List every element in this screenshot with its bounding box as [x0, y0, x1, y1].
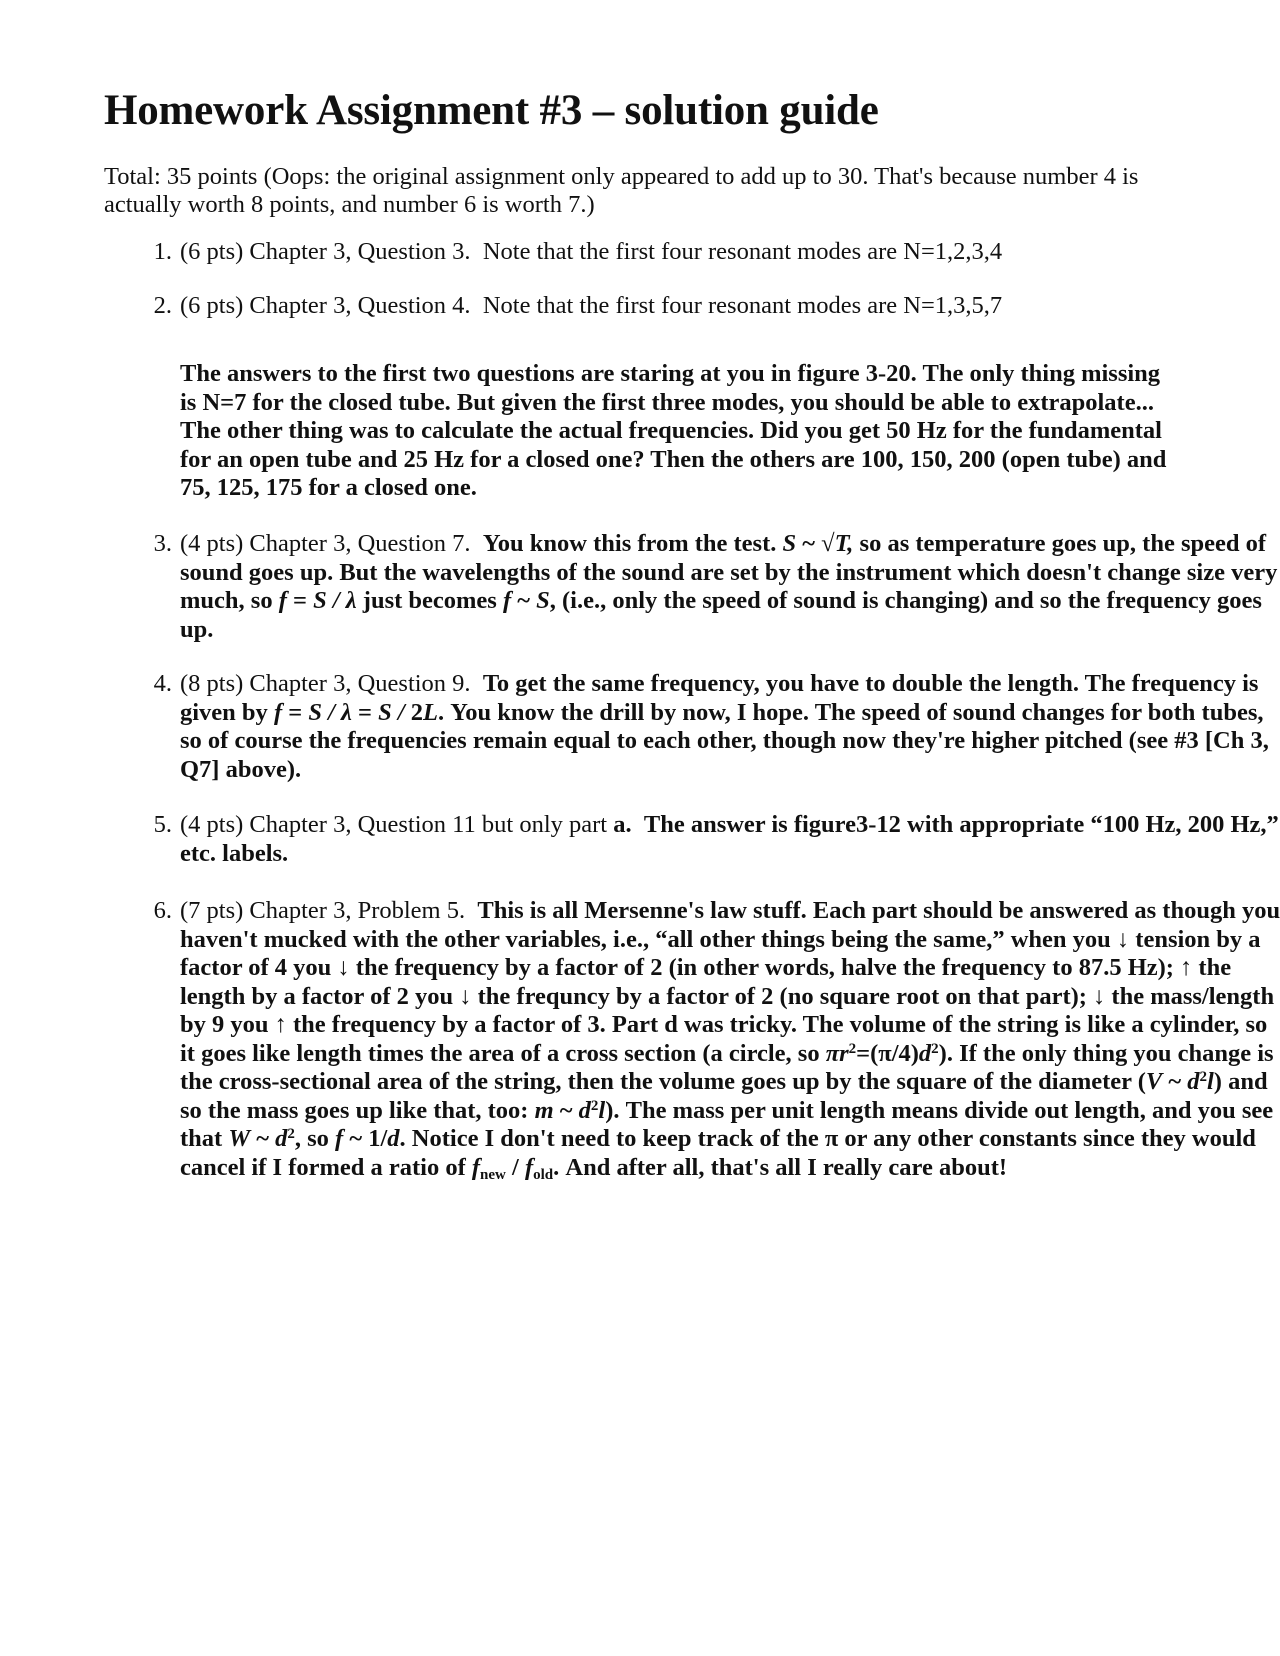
- answer-text: Notice I don't need to keep track of the π or any other constants since they would cancel if I formed a ratio of: [180, 1125, 1256, 1181]
- formula: $f_{new} / f_{old}$.: [471, 1153, 560, 1183]
- answer-text: The mass per unit length means divide out length, and you see that: [180, 1096, 1274, 1152]
- formula: f = S / λ = S / 2L.: [273, 698, 445, 726]
- intro-paragraph: Total: 35 points (Oops: the original assignment only appeared to add up to 30. That's because number 4 is actually worth 8 points, and number 6 is worth 7.): [104, 163, 1139, 218]
- item-number: 4.: [153, 670, 172, 697]
- answer-text: (i.e., only the speed of sound is changing) and so the frequency goes up.: [180, 587, 1262, 643]
- answer-text: just becomes: [362, 587, 497, 614]
- item-label: (7 pts) Chapter 3, Problem 5.: [180, 897, 466, 924]
- answer-text: This is all Mersenne's law stuff. Each part should be answered as though you haven't mucked with the other variables, i.e., “all other things being the same,” when you ↓ tension by a factor of 4 you ↓ the frequency by a factor of 2 (in other words, halve the frequency to 87.5 Hz); ↑ the length by a factor of 2 you ↓ the frequncy by a factor of 2 (no square root on that part); ↓ the mass/length by 9 you ↑ the frequency by a factor of 3. Part d was tricky. The volume of the string is like a cylinder, so it goes like length times the area of a cross section (a circle, so: [180, 897, 1280, 1067]
- item-body: [180, 530, 1280, 644]
- item-label: (6 pts) Chapter 3, Question 3.: [180, 238, 471, 265]
- answer-note: The answers to the first two questions are staring at you in figure 3-20. The only thing missing is N=7 for the closed tube. But given the first three modes, you should be able to extrapolate... The other thing was to calculate the actual frequencies. Did you get 50 Hz for the fundamental for an open tube and 25 Hz for a closed one? Then the others are 100, 150, 200 (open tube) and 75, 125, 175 for a closed one.: [180, 360, 1167, 501]
- answer-text: If the only thing you change is the cross-sectional area of the string, then the volume goes up by the square of the diameter (: [180, 1039, 1274, 1095]
- answer-text: And after all, that's all I really care about!: [565, 1153, 1008, 1181]
- item-part: a.: [613, 811, 632, 838]
- item-body: [180, 670, 1280, 784]
- answer-text: You know the drill by now, I hope. The speed of sound changes for both tubes, so of course the frequencies remain equal to each other, though now they're higher pitched (see #3 [Ch 3, Q7] above).: [180, 698, 1269, 783]
- formula: m ~ $d^2l$).: [534, 1096, 620, 1124]
- item-label: (8 pts) Chapter 3, Question 9.: [180, 670, 471, 697]
- item-number: 2.: [153, 292, 172, 319]
- item-body: [180, 292, 1280, 321]
- formula: f = S / λ: [278, 587, 357, 614]
- formula: $\pi r^2=(\pi/4)d^2$).: [825, 1039, 953, 1067]
- item-body: [180, 811, 1280, 868]
- answer-text: To get the same frequency, you have to double the length. The frequency is given by: [180, 670, 1259, 726]
- item-text: Note that the first four resonant modes are N=1,2,3,4: [482, 238, 1003, 265]
- answer-text: The answer is figure3-12 with appropriate “100 Hz, 200 Hz,” etc. labels.: [180, 811, 1279, 867]
- answer-text: You know this from the test.: [482, 530, 777, 557]
- answer-text: so as temperature goes up, the speed of sound goes up. But the wavelengths of the sound are set by the instrument which doesn't change size very much, so: [180, 530, 1278, 614]
- item-number: 3.: [153, 530, 172, 557]
- item-number: 6.: [153, 897, 172, 924]
- formula: S ~ √T,: [782, 530, 854, 557]
- item-text: Note that the first four resonant modes are N=1,3,5,7: [482, 292, 1003, 319]
- item-label: (4 pts) Chapter 3, Question 7.: [180, 530, 471, 557]
- item-number: 1.: [153, 238, 172, 265]
- item-label: (6 pts) Chapter 3, Question 4.: [180, 292, 471, 319]
- item-body: [180, 897, 1280, 1189]
- formula: W ~ $d^2$, so f ~ 1/d.: [228, 1125, 406, 1152]
- formula: f ~ S,: [502, 587, 556, 614]
- answer-text: and so the mass goes up like that, too:: [180, 1068, 1268, 1124]
- item-number: 5.: [153, 811, 172, 838]
- page-title: Homework Assignment #3 – solution guide: [104, 87, 879, 134]
- item-label: (4 pts) Chapter 3, Question 11 but only part: [180, 811, 608, 838]
- formula: V ~ $d^2l$): [1145, 1068, 1222, 1095]
- item-body: [180, 238, 1280, 267]
